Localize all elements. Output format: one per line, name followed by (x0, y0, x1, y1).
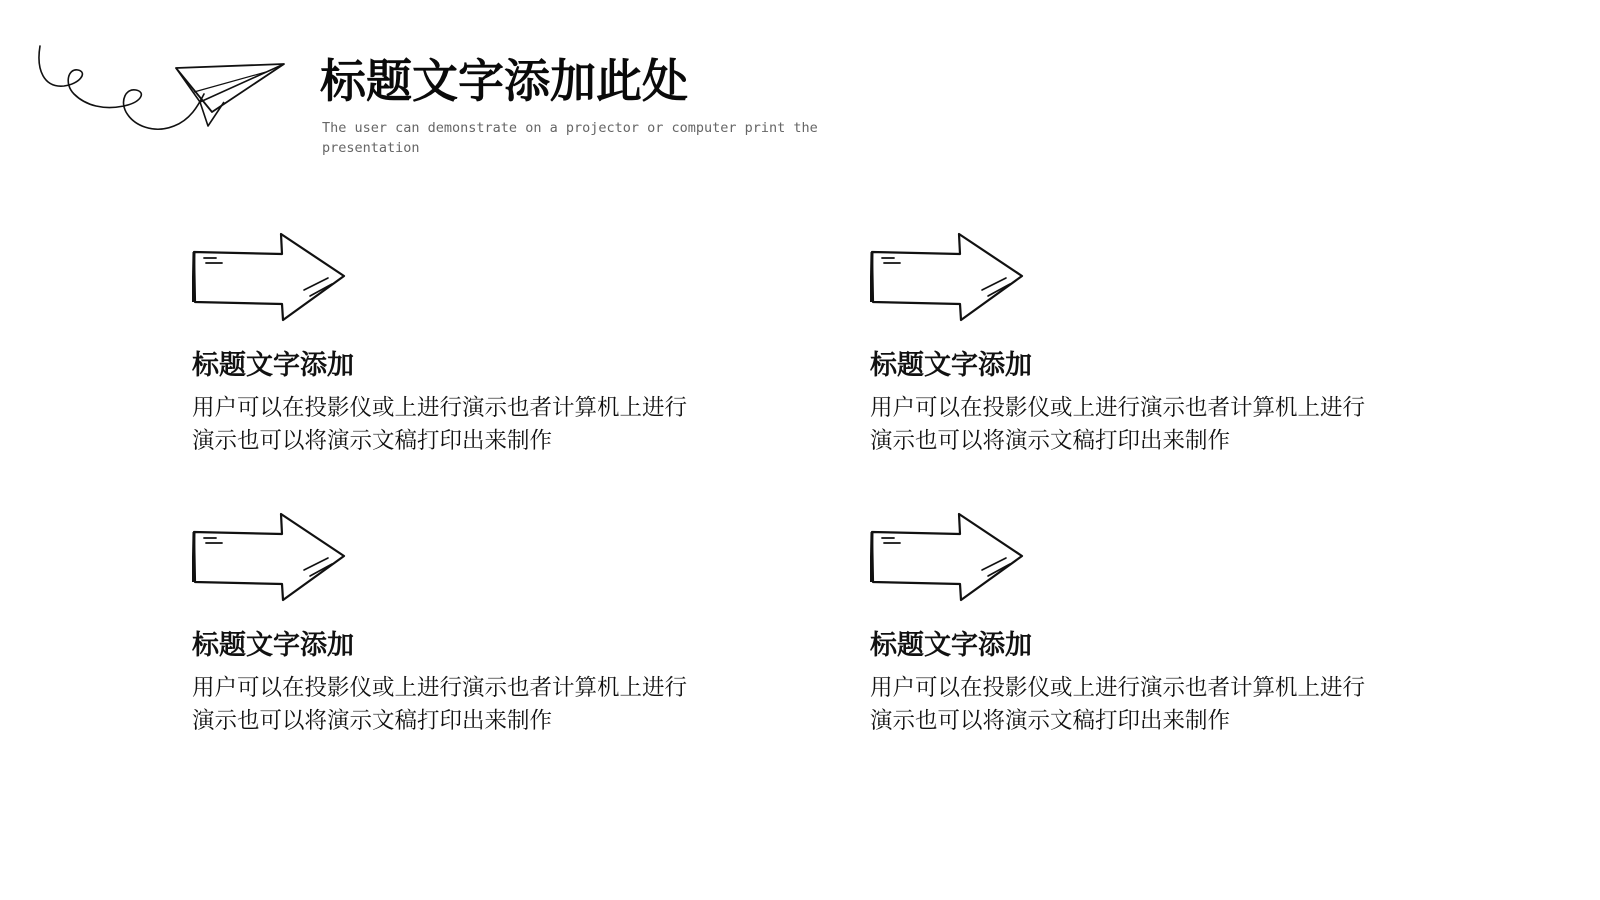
card-description-line: 演示也可以将演示文稿打印出来制作 (870, 708, 1231, 734)
card-description-line: 用户可以在投影仪或上进行演示也者计算机上进行 (192, 675, 688, 701)
arrow-right-icon (192, 232, 352, 328)
paper-plane-icon (34, 40, 294, 140)
card-description-line: 演示也可以将演示文稿打印出来制作 (192, 708, 553, 734)
card-title: 标题文字添加 (192, 350, 354, 381)
feature-card-2 (870, 232, 1470, 472)
card-description-line: 演示也可以将演示文稿打印出来制作 (192, 428, 553, 454)
card-title: 标题文字添加 (870, 350, 1032, 381)
page-title: 标题文字添加此处 (320, 54, 688, 108)
card-description (192, 672, 752, 738)
page-subtitle: The user can demonstrate on a projector or computer print the presentation (322, 120, 818, 156)
feature-card-4 (870, 512, 1470, 752)
card-title: 标题文字添加 (870, 630, 1032, 661)
card-description-line: 演示也可以将演示文稿打印出来制作 (870, 428, 1231, 454)
card-description-line: 用户可以在投影仪或上进行演示也者计算机上进行 (870, 395, 1366, 421)
card-description (192, 392, 752, 458)
arrow-right-icon (870, 232, 1030, 328)
card-title: 标题文字添加 (192, 630, 354, 661)
feature-card-3 (192, 512, 792, 752)
arrow-right-icon (870, 512, 1030, 608)
arrow-right-icon (192, 512, 352, 608)
card-description (870, 392, 1430, 458)
card-description-line: 用户可以在投影仪或上进行演示也者计算机上进行 (870, 675, 1366, 701)
feature-card-1 (192, 232, 792, 472)
card-description (870, 672, 1430, 738)
card-description-line: 用户可以在投影仪或上进行演示也者计算机上进行 (192, 395, 688, 421)
